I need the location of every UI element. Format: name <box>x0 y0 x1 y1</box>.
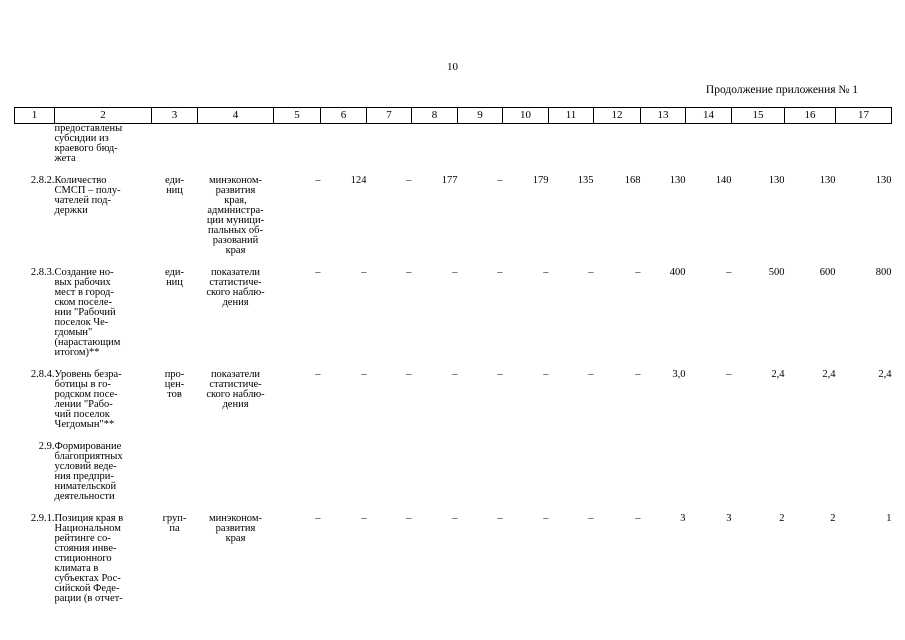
indicator-name-line: нимательской <box>54 481 117 492</box>
value-cell-col-14 <box>686 442 732 502</box>
indicator-name <box>55 514 152 604</box>
value-cell-col-13: 400 <box>669 267 686 278</box>
value-cell-col-13: 3 <box>680 513 686 524</box>
indicator-name-line: стиционного <box>54 553 112 564</box>
indicator-name-line: ботицы в го- <box>54 379 111 390</box>
indicator-name-line: деятельности <box>54 491 115 502</box>
data-source-line: края <box>225 533 246 544</box>
indicator-name-line: ском поселе- <box>54 297 113 308</box>
indicator-name-line: (нарастающим <box>54 337 121 348</box>
data-source-line: статистиче- <box>209 379 262 390</box>
value-cell-col-16 <box>785 442 836 502</box>
value-cell-col-9 <box>458 442 503 502</box>
value-cell-col-8: – <box>452 369 458 380</box>
column-header-14: 14 <box>686 108 732 124</box>
unit-line: ниц <box>166 277 183 288</box>
column-header-6: 6 <box>321 108 367 124</box>
value-cell-col-11: – <box>588 267 594 278</box>
value-cell-col-7: – <box>406 369 412 380</box>
indicator-name-line: субъектах Рос- <box>54 573 121 584</box>
unit-line: цен- <box>164 379 185 390</box>
unit-line: про- <box>164 369 185 380</box>
table-row <box>15 176 892 256</box>
value-cell-col-9: – <box>497 369 503 380</box>
row-number: 2.9. <box>38 441 55 452</box>
value-cell-col-11 <box>549 442 594 502</box>
value-cell-col-5: – <box>315 175 321 186</box>
value-cell-col-12: – <box>635 369 641 380</box>
column-header-10: 10 <box>503 108 549 124</box>
unit-line: еди- <box>165 175 184 186</box>
indicator-name-line: вых рабочих <box>54 277 111 288</box>
indicator-name-line: родском посе- <box>54 389 118 400</box>
page-number: 10 <box>447 61 458 73</box>
indicator-name-line: сийской Феде- <box>54 583 120 594</box>
row-spacer <box>15 430 892 442</box>
data-source-line: показатели <box>210 369 261 380</box>
data-source <box>198 268 274 358</box>
carryover-row <box>15 124 892 165</box>
data-source <box>198 442 274 502</box>
data-source-line: дения <box>222 297 249 308</box>
indicator-name-line: чий поселок <box>54 409 110 420</box>
unit-line: груп- <box>162 513 187 524</box>
value-cell-col-6: – <box>361 513 367 524</box>
indicator-name-line: держки <box>54 205 88 216</box>
value-cell-col-6: 124 <box>350 175 367 186</box>
value-cell-col-15: 2,4 <box>771 369 785 380</box>
value-cell-col-13: 3,0 <box>672 369 686 380</box>
data-source-line: пальных об- <box>207 225 264 236</box>
data-source <box>198 370 274 430</box>
indicator-name-line: Чегдомын"** <box>54 419 115 430</box>
value-cell-col-7: – <box>406 175 412 186</box>
indicator-name-line: нии "Рабочий <box>54 307 116 318</box>
value-cell-col-10: 179 <box>532 175 549 186</box>
data-source-line: ского наблю- <box>206 389 265 400</box>
carryover-text <box>55 124 152 165</box>
indicator-name <box>55 370 152 430</box>
row-number: 2.8.2. <box>30 175 55 186</box>
column-header-12: 12 <box>594 108 641 124</box>
value-cell-col-8 <box>412 442 458 502</box>
value-cell-col-6 <box>321 442 367 502</box>
unit-of-measure <box>152 514 198 604</box>
column-header-13: 13 <box>641 108 686 124</box>
row-number: 2.9.1. <box>30 513 55 524</box>
continuation-label: Продолжение приложения № 1 <box>705 84 858 96</box>
data-source-line: минэконом- <box>208 513 263 524</box>
indicator-name-line: лении "Рабо- <box>54 399 113 410</box>
data-source-line: показатели <box>210 267 261 278</box>
value-cell-col-12: – <box>635 513 641 524</box>
value-cell-col-6: – <box>361 369 367 380</box>
column-header-11: 11 <box>549 108 594 124</box>
column-header-2: 2 <box>55 108 152 124</box>
value-cell-col-14: – <box>726 267 732 278</box>
indicator-name-line: условий веде- <box>54 461 117 472</box>
table-row <box>15 268 892 358</box>
data-source-line: ского наблю- <box>206 287 265 298</box>
row-number: 2.8.3. <box>30 267 55 278</box>
value-cell-col-9: – <box>497 267 503 278</box>
indicator-name-line: Позиция края в <box>54 513 124 524</box>
value-cell-col-11: – <box>588 513 594 524</box>
column-header-7: 7 <box>367 108 412 124</box>
value-cell-col-7: – <box>406 513 412 524</box>
value-cell-col-10: – <box>543 369 549 380</box>
value-cell-col-12: 168 <box>624 175 641 186</box>
value-cell-col-17: 2,4 <box>878 369 892 380</box>
indicator-name-line: рейтинге со- <box>54 533 111 544</box>
value-cell-col-15 <box>732 442 785 502</box>
value-cell-col-17: 1 <box>886 513 892 524</box>
value-cell-col-5 <box>274 442 321 502</box>
value-cell-col-9: – <box>497 175 503 186</box>
data-source <box>198 514 274 604</box>
column-header-9: 9 <box>458 108 503 124</box>
value-cell-col-9: – <box>497 513 503 524</box>
table-row <box>15 370 892 430</box>
indicator-name-line: мест в город- <box>54 287 114 298</box>
value-cell-col-14: 3 <box>726 513 732 524</box>
unit-line: па <box>169 523 180 534</box>
indicator-name-line: СМСП – полу- <box>54 185 121 196</box>
indicator-name-line: стояния инве- <box>54 543 117 554</box>
column-header-17: 17 <box>836 108 892 124</box>
table-row <box>15 514 892 604</box>
value-cell-col-5: – <box>315 267 321 278</box>
indicator-name-line: Национальном <box>54 523 121 534</box>
value-cell-col-8: – <box>452 513 458 524</box>
value-cell-col-17: 130 <box>875 175 892 186</box>
value-cell-col-11: – <box>588 369 594 380</box>
data-source-line: дения <box>222 399 249 410</box>
table-row <box>15 442 892 502</box>
value-cell-col-14: – <box>726 369 732 380</box>
indicator-name-line: чателей под- <box>54 195 111 206</box>
indicator-name <box>55 268 152 358</box>
value-cell-col-17 <box>836 442 892 502</box>
unit-of-measure <box>152 268 198 358</box>
column-header-8: 8 <box>412 108 458 124</box>
carryover-line: предоставлены <box>54 123 123 134</box>
value-cell-col-11: 135 <box>577 175 594 186</box>
unit-line: тов <box>167 389 182 400</box>
data-source-line: края <box>225 245 246 256</box>
table-body <box>15 124 892 605</box>
column-header-3: 3 <box>152 108 198 124</box>
column-header-4: 4 <box>198 108 274 124</box>
value-cell-col-16: 2 <box>830 513 836 524</box>
value-cell-col-10: – <box>543 267 549 278</box>
unit-line: еди- <box>165 267 184 278</box>
value-cell-col-10: – <box>543 513 549 524</box>
value-cell-col-16: 2,4 <box>822 369 836 380</box>
value-cell-col-12: – <box>635 267 641 278</box>
value-cell-col-15: 500 <box>768 267 785 278</box>
value-cell-col-8: – <box>452 267 458 278</box>
indicator-name-line: поселок Че- <box>54 317 109 328</box>
carryover-line: жета <box>54 153 76 164</box>
data-source-line: края, <box>224 195 247 206</box>
indicator-name <box>55 442 152 502</box>
column-header-1: 1 <box>15 108 55 124</box>
unit-line: ниц <box>166 185 183 196</box>
unit-of-measure <box>152 370 198 430</box>
value-cell-col-10 <box>503 442 549 502</box>
indicator-name-line: Создание но- <box>54 267 114 278</box>
carryover-line: краевого бюд- <box>54 143 118 154</box>
column-header-15: 15 <box>732 108 785 124</box>
value-cell-col-13: 130 <box>669 175 686 186</box>
value-cell-col-13 <box>641 442 686 502</box>
value-cell-col-5: – <box>315 369 321 380</box>
value-cell-col-5: – <box>315 513 321 524</box>
indicator-name-line: Количество <box>54 175 107 186</box>
indicator-name <box>55 176 152 256</box>
value-cell-col-16: 600 <box>819 267 836 278</box>
indicator-table <box>14 107 892 604</box>
value-cell-col-7 <box>367 442 412 502</box>
data-source-line: разований <box>212 235 259 246</box>
indicator-name-line: климата в <box>54 563 99 574</box>
value-cell-col-15: 2 <box>779 513 785 524</box>
carryover-line: субсидии из <box>54 133 109 144</box>
indicator-name-line: итогом)** <box>54 347 100 358</box>
indicator-name-line: благоприятных <box>54 451 123 462</box>
value-cell-col-8: 177 <box>441 175 458 186</box>
data-source-line: минэконом- <box>208 175 263 186</box>
data-source <box>198 176 274 256</box>
data-source-line: развития <box>215 185 256 196</box>
value-cell-col-12 <box>594 442 641 502</box>
header-row <box>15 108 892 124</box>
data-source-line: администра- <box>207 205 264 216</box>
data-source-line: статистиче- <box>209 277 262 288</box>
indicator-name-line: Уровень безра- <box>54 369 122 380</box>
value-cell-col-16: 130 <box>819 175 836 186</box>
indicator-name-line: гдомын" <box>54 327 93 338</box>
value-cell-col-15: 130 <box>768 175 785 186</box>
indicator-name-line: ния предпри- <box>54 471 114 482</box>
indicator-name-line: рации (в отчет- <box>54 593 123 604</box>
column-header-16: 16 <box>785 108 836 124</box>
value-cell-col-7: – <box>406 267 412 278</box>
column-header-5: 5 <box>274 108 321 124</box>
unit-of-measure <box>152 442 198 502</box>
unit-of-measure <box>152 176 198 256</box>
value-cell-col-14: 140 <box>715 175 732 186</box>
indicator-name-line: Формирование <box>54 441 122 452</box>
value-cell-col-6: – <box>361 267 367 278</box>
row-number: 2.8.4. <box>30 369 55 380</box>
data-source-line: ции муници- <box>206 215 265 226</box>
value-cell-col-17: 800 <box>875 267 892 278</box>
data-source-line: развития <box>215 523 256 534</box>
